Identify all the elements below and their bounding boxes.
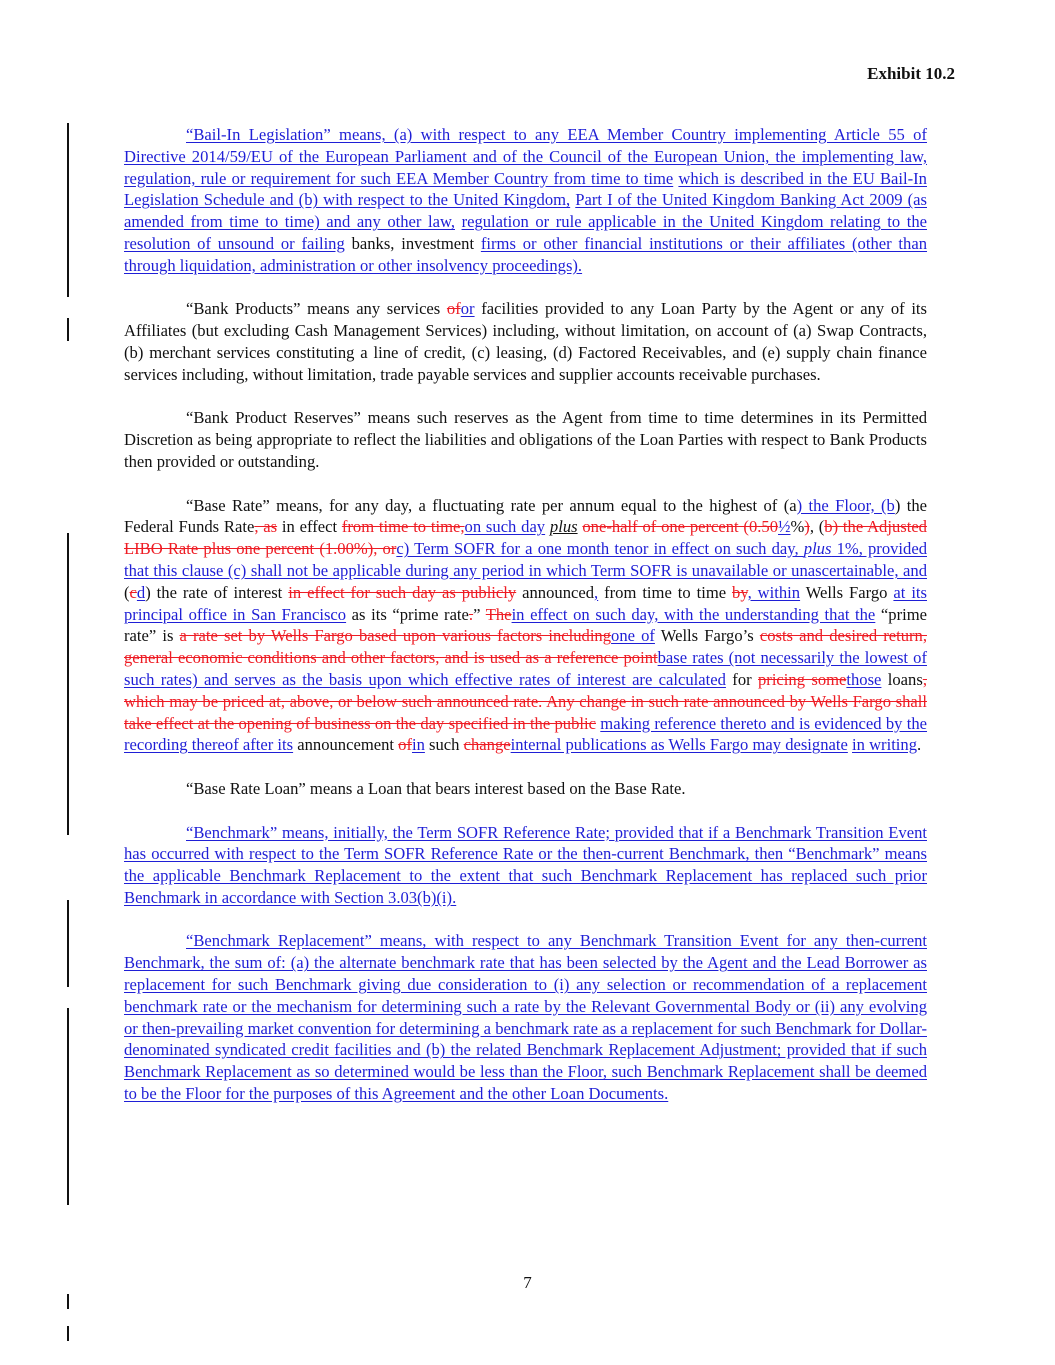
definition-bail-in-legislation: [124, 124, 927, 277]
inserted-text: ½: [778, 517, 791, 537]
deleted-text: b) the Adjusted LIBO Rate plus one percent (1.00%), or: [124, 517, 927, 559]
change-bar: [67, 1326, 69, 1341]
italic-text: plus: [549, 517, 578, 537]
inserted-text: one of: [611, 626, 655, 646]
body-text: for: [725, 669, 758, 689]
deleted-text: one-half of one percent (0.50: [582, 517, 779, 537]
body-text: in effect: [277, 517, 342, 537]
change-bar: [67, 318, 69, 341]
body-text: “Base Rate Loan” means a Loan that bears interest based on the Base Rate.: [186, 778, 686, 798]
inserted-text: in writing: [852, 735, 918, 755]
deleted-text: by: [732, 582, 748, 602]
inserted-text: at its principal office in San Francisco: [124, 582, 928, 624]
deleted-text: pricing some: [758, 669, 847, 689]
document-body: [124, 124, 927, 1127]
body-text: Wells Fargo’s: [654, 626, 760, 646]
deleted-text: .: [468, 604, 474, 624]
deleted-text: change: [463, 735, 511, 755]
deleted-text: , as: [254, 517, 278, 537]
definition-bank-products: [124, 298, 927, 385]
page-number: 7: [523, 1273, 532, 1292]
inserted-text: 1%, provided that this clause (c) shall not be applicable during any period in which Term SOFR is unavailable or unascertainable, and: [124, 539, 927, 580]
body-text: announcement: [293, 735, 399, 755]
inserted-text: ) the Floor, (b: [796, 495, 895, 515]
deleted-text: a rate set by Wells Fargo based upon various factors including: [179, 626, 612, 646]
inserted-text: in effect on such day, with the understanding that the: [511, 604, 876, 624]
inserted-text: “Benchmark” means, initially, the Term SOFR Reference Rate; provided that if a Benchmark Transition Event has occurred with respect to the Term SOFR Reference Rate or the then-current Benchmark, then “Benchmark” means the applicable Benchmark Replacement to the extent that such Benchmark Replacement has replaced such prior Benchmark in accordance with Section 3.03(b)(i).: [124, 822, 927, 907]
change-bar: [67, 123, 69, 297]
body-text: such: [424, 735, 464, 755]
inserted-text: firms or other financial institutions or their affiliates (other than through liquidation, administration or other insolvency proceedings).: [124, 233, 928, 275]
body-text: loans: [881, 669, 923, 689]
body-text: ) the Federal Funds Rate: [124, 495, 928, 537]
body-text: as its “prime rate: [346, 604, 469, 624]
definition-bank-product-reserves: [124, 407, 927, 472]
deleted-text: costs and desired return, general economic conditions and other factors, and is used as a reference point: [124, 626, 927, 668]
definition-benchmark-replacement: [124, 930, 927, 1104]
inserted-text: base rates (not necessarily the lowest of such rates) and serves as the basis upon which effective rates of interest are calculated: [124, 648, 927, 689]
deleted-text: of: [446, 299, 461, 319]
deleted-text: of: [398, 735, 412, 755]
body-text: banks, investment: [344, 233, 481, 253]
deleted-text: ): [804, 517, 810, 537]
body-text: .: [917, 735, 922, 755]
deleted-text: in effect for such day as publicly: [288, 582, 517, 602]
change-bar: [67, 1294, 69, 1309]
body-text: , (: [809, 517, 825, 537]
deleted-text: from time to time,: [341, 517, 465, 537]
change-bar: [67, 900, 69, 987]
definition-base-rate-loan: [124, 778, 927, 800]
exhibit-label: Exhibit 10.2: [867, 64, 955, 83]
body-text: “Bank Product Reserves” means such reserves as the Agent from time to time determines in its Permitted Discretion as being appropriate to reflect the liabilities and obligations of the Loan Parties with respect to Bank Products then provided or outstanding.: [124, 408, 927, 471]
inserted-text: which is described in the EU Bail-In Legislation Schedule and (b) with respect to the United Kingdom,: [124, 168, 927, 210]
inserted-text: d: [136, 582, 146, 602]
inserted-text: making reference thereto and is evidenced by the recording thereof after its: [124, 713, 928, 755]
inserted-text: ,: [594, 582, 599, 602]
inserted-text: in: [411, 735, 425, 755]
inserted-text: internal publications as Wells Fargo may designate: [510, 735, 848, 755]
body-text: (: [124, 582, 130, 602]
body-text: ) the rate of interest: [145, 582, 289, 602]
inserted-text: regulation or rule applicable in the United Kingdom relating to the resolution of unsound or failing: [124, 212, 928, 253]
body-text: from time to time: [598, 582, 733, 602]
body-text: “Base Rate” means, for any day, a fluctuating rate per annum equal to the highest of (a: [186, 495, 797, 515]
deleted-text: The: [485, 604, 512, 624]
inserted-text: those: [846, 669, 882, 689]
definition-base-rate: [124, 495, 927, 757]
deleted-text: , which may be priced at, above, or below such announced rate. Any change in such rate announced by Wells Fargo shall take effect at the opening of business on the day specified in the public: [124, 669, 927, 733]
change-bar: [67, 1008, 69, 1205]
inserted-text: “Benchmark Replacement” means, with respect to any Benchmark Transition Event for any then-current Benchmark, the sum of: (a) the alternate benchmark rate that has been selected by the Agent and the Lead Borrower as replacement for such Benchmark giving due consideration to (i) any selection or recommendation of a replacement benchmark rate or the mechanism for determining such a rate by the Relevant Governmental Body or (ii) any evolving or then-prevailing market convention for determining a benchmark rate as a replacement for such Benchmark for Dollar-denominated syndicated credit facilities and (b) the related Benchmark Replacement Adjustment; provided that if such Benchmark Replacement as so determined would be less than the Floor, such Benchmark Replacement shall be deemed to be the Floor for the purposes of this Agreement and the other Loan Documents.: [124, 931, 927, 1104]
inserted-text: , within: [747, 582, 801, 602]
inserted-text: c) Term SOFR for a one month tenor in effect on such day,: [396, 539, 804, 559]
inserted-text: Part I of the United Kingdom Banking Act 2009 (as amended from time to time) and any other law,: [124, 190, 927, 232]
inserted-text: on such day: [464, 517, 546, 537]
body-text: ”: [473, 604, 486, 624]
body-text: “prime rate” is: [124, 604, 927, 646]
body-text: %: [790, 517, 805, 537]
body-text: announced: [516, 582, 595, 602]
body-text: Wells Fargo: [800, 582, 894, 602]
body-text: “Bank Products” means any services: [186, 299, 447, 319]
change-bar: [67, 533, 69, 835]
deleted-text: c: [129, 582, 137, 602]
definition-benchmark: [124, 822, 927, 909]
body-text: facilities provided to any Loan Party by the Agent or any of its Affiliates (but excluding Cash Management Services) including, without limitation, on account of (a) Swap Contracts, (b) merchant services constituting a line of credit, (c) leasing, (d) Factored Receivables, and (e) supply chain finance services including, without limitation, trade payable services and supplier accounts receivable purchases.: [124, 299, 927, 384]
inserted-text: or: [460, 299, 475, 319]
inserted-text: “Bail-In Legislation” means, (a) with respect to any EEA Member Country implementing Article 55 of Directive 2014/59/EU of the European Parliament and of the Council of the European Union, the implementing law, regulation, rule or requirement for such EEA Member Country from time to time: [124, 125, 927, 188]
inserted-text: plus: [803, 539, 832, 559]
